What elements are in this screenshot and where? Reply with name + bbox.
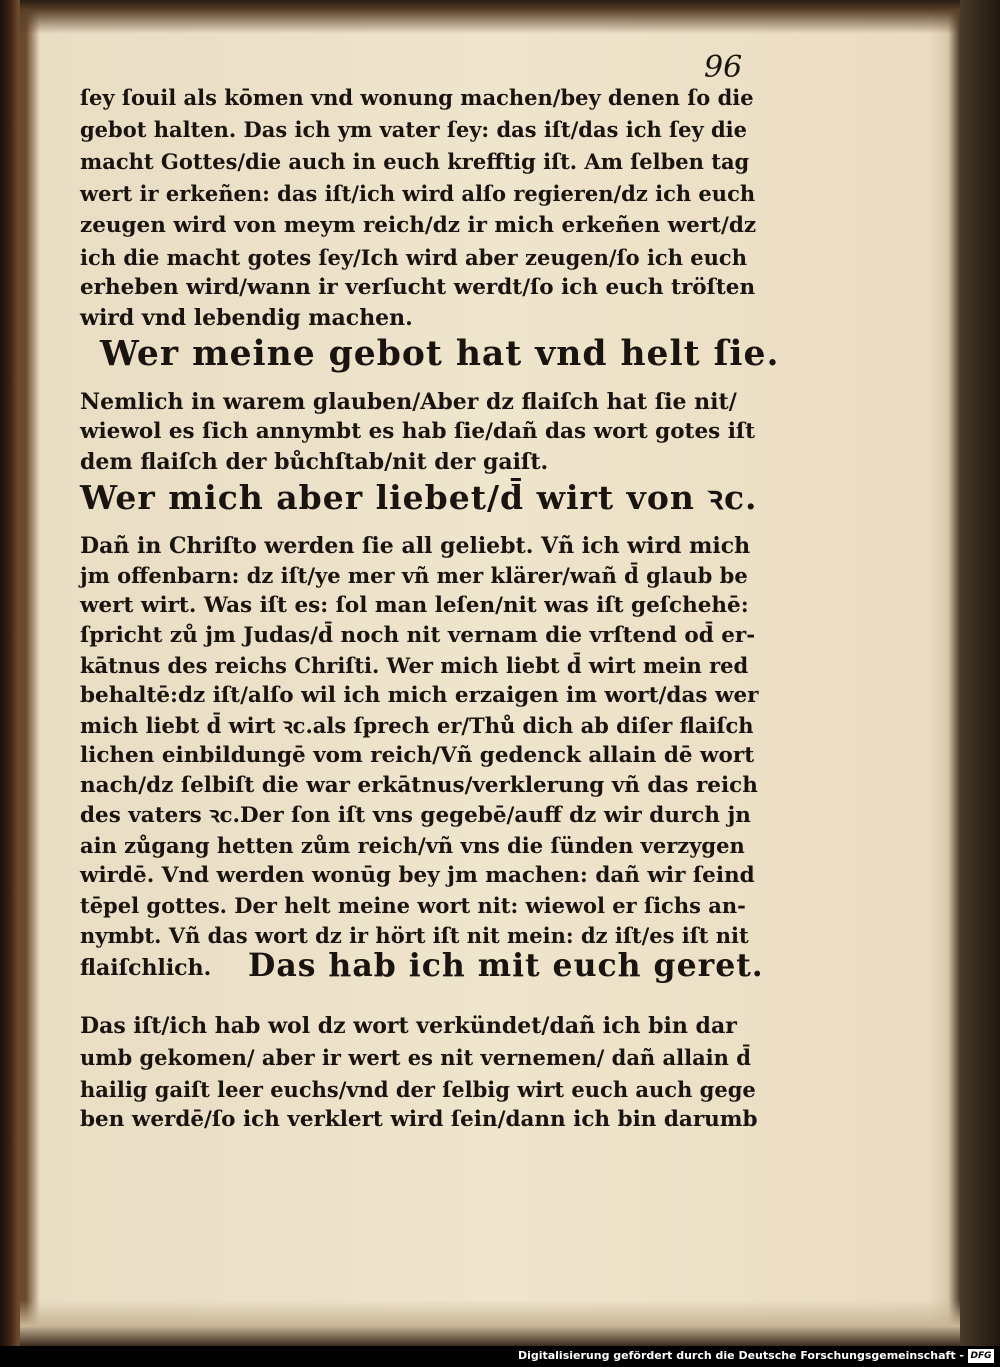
- text-line: umb gekomen/ aber ir wert es nit vernemen/ dañ allain d̄: [80, 1045, 751, 1070]
- text-line: macht Gottes/die auch in euch krefftig iſt. Am ſelben tag: [80, 149, 750, 174]
- section-heading: Wer meine gebot hat vnd helt ſie.: [100, 334, 780, 374]
- text-line: behaltē:dz iſt/alſo wil ich mich erzaigen im wort/das wer: [80, 683, 759, 708]
- text-line: erheben wird/wann ir verſucht werdt/ſo ich euch tröſten: [80, 275, 756, 300]
- text-line: Das iſt/ich hab wol dz wort verkündet/dañ ich bin dar: [80, 1013, 737, 1039]
- text-line: hailig gaiſt leer euchs/vnd der ſelbig wirt euch auch gege: [80, 1077, 756, 1102]
- section-heading: Das hab ich mit euch geret.: [248, 947, 764, 984]
- text-line: wert ir erkeñen: das iſt/ich wird alſo regieren/dz ich euch: [80, 181, 756, 206]
- page-number: 96: [704, 50, 743, 85]
- text-line: ſpricht zů jm Judas/d̄ noch nit vernam die vrſtend od̄ er-: [80, 623, 756, 648]
- text-line: ſey ſouil als kōmen vnd wonung machen/bey denen ſo die: [80, 85, 754, 110]
- text-line: nymbt. Vñ das wort dz ir hört iſt nit mein: dz iſt/es iſt nit: [80, 923, 749, 948]
- text-line: nach/dz ſelbiſt die war erkātnus/verklerung vñ das reich: [80, 773, 758, 798]
- text-line: wert wirt. Was iſt es: ſol man leſen/nit was iſt geſchehē:: [80, 593, 749, 618]
- text-line: wirdē. Vnd werden wonūg bey jm machen: dañ wir ſeind: [80, 863, 755, 888]
- text-line: Dañ in Chriſto werden ſie all geliebt. Vñ ich wird mich: [80, 533, 751, 559]
- text-line: zeugen wird von meym reich/dz ir mich erkeñen wert/dz: [80, 213, 757, 238]
- text-line: ain zůgang hetten zům reich/vñ vns die ſünden verzygen: [80, 833, 745, 858]
- text-line: kātnus des reichs Chriſti. Wer mich liebt d̄ wirt mein red: [80, 653, 749, 678]
- funding-credit: Digitalisierung gefördert durch die Deutsche Forschungsgemeinschaft -: [517, 1349, 964, 1362]
- page-bottom-edge: [20, 1300, 960, 1346]
- text-line: ben werdē/ſo ich verklert wird ſein/dann ich bin darumb: [80, 1107, 758, 1132]
- page-top-edge: [20, 0, 960, 34]
- text-line: des vaters ꝛc.Der ſon iſt vns gegebē/auff dz wir durch jn: [80, 803, 751, 828]
- text-line: lichen einbildungē vom reich/Vñ gedenck allain dē wort: [80, 743, 755, 768]
- text-line: flaiſchlich.: [80, 955, 212, 981]
- text-line: jm offenbarn: dz iſt/ye mer vñ mer klärer/wañ d̄ glaub be: [80, 563, 748, 588]
- dfg-logo: DFG: [968, 1349, 994, 1363]
- text-line: gebot halten. Das ich ym vater ſey: das iſt/das ich ſey die: [80, 117, 747, 142]
- text-line: wird vnd lebendig machen.: [80, 305, 413, 331]
- text-line: dem flaiſch der bůchſtab/nit der gaiſt.: [80, 449, 549, 475]
- text-line: tēpel gottes. Der helt meine wort nit: wiewol er ſichs an-: [80, 893, 746, 918]
- text-line: Nemlich in warem glauben/Aber dz flaiſch hat ſie nit/: [80, 389, 737, 415]
- section-heading: Wer mich aber liebet/d̄ wirt von ꝛc.: [80, 478, 758, 517]
- digitization-footer: [0, 1346, 1000, 1367]
- text-line: mich liebt d̄ wirt ꝛc.als ſprech er/Thů dich ab diſer flaiſch: [80, 713, 754, 738]
- text-line: wiewol es ſich annymbt es hab ſie/dañ das wort gotes iſt: [80, 419, 756, 444]
- text-line: ich die macht gotes ſey/Ich wird aber zeugen/ſo ich euch: [80, 245, 747, 270]
